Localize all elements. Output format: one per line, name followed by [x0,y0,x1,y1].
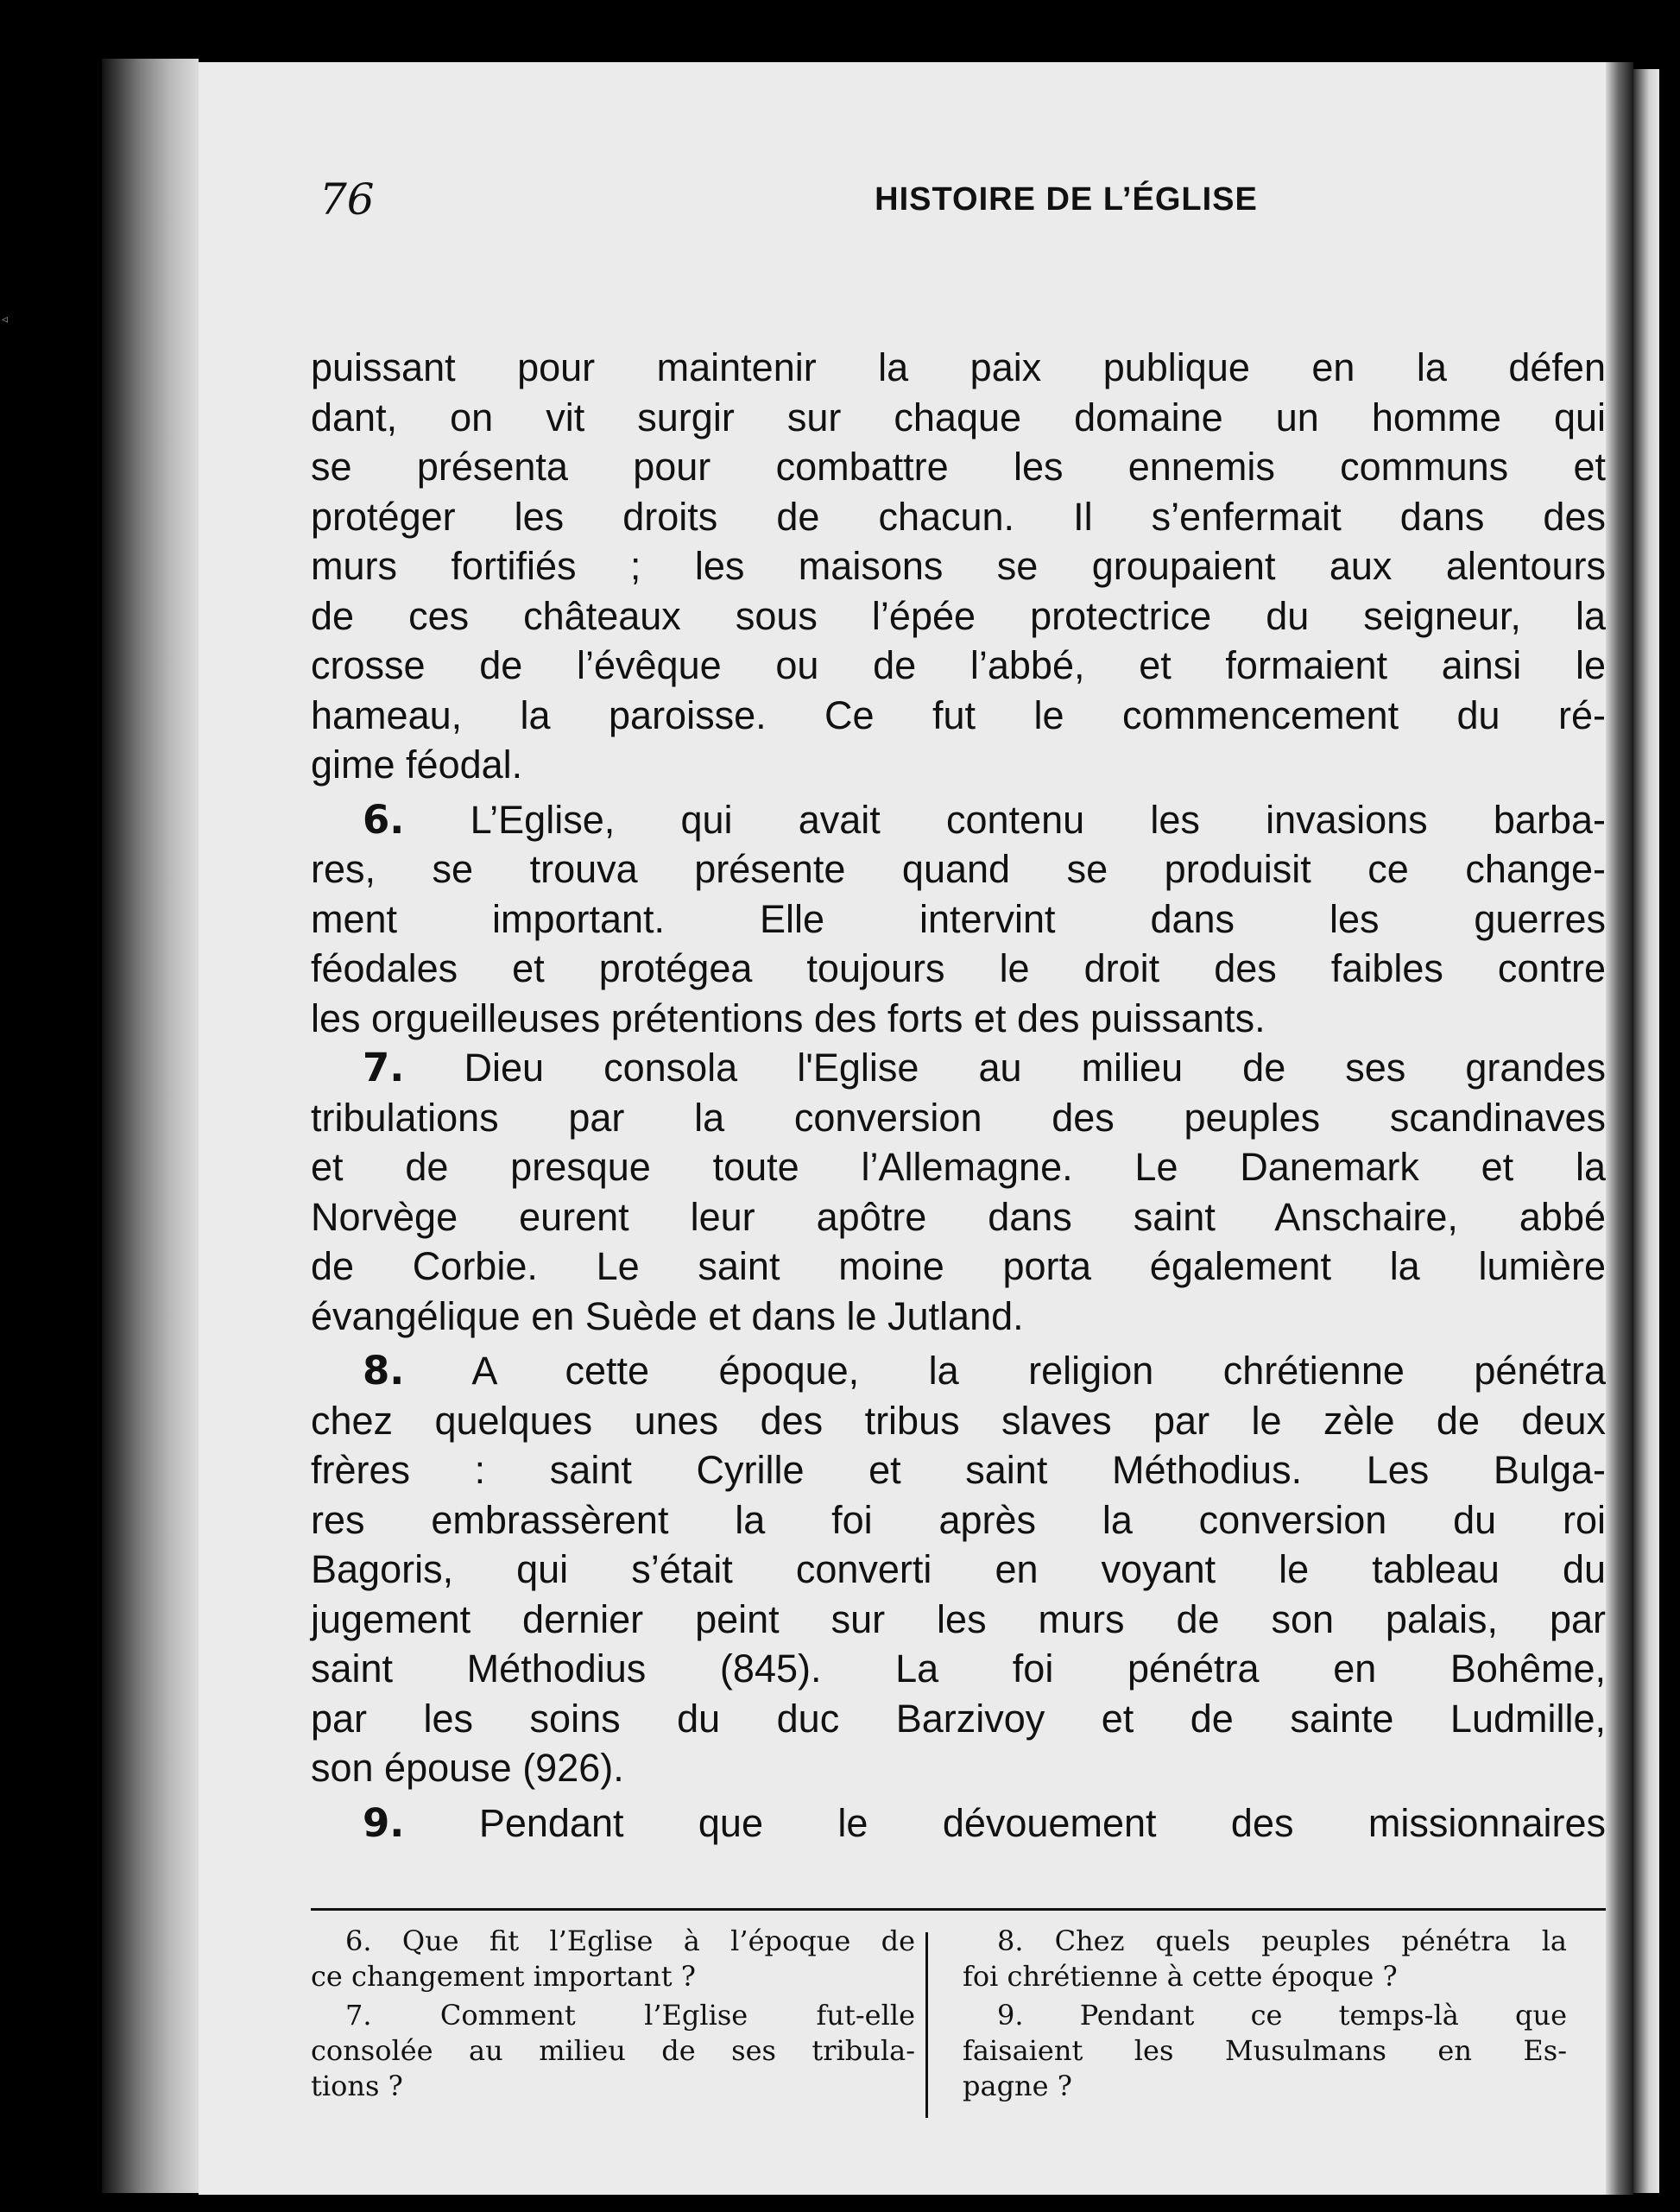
text-line: res, se trouva présente quand se produisit ce change- [311,847,1606,891]
paragraph-8 [311,1346,1606,1793]
text-line: dant, on vit surgir sur chaque domaine un homme qui [311,395,1606,439]
footnotes [311,1924,1606,2122]
text-line: évangélique en Suède et dans le Jutland. [311,1293,1024,1338]
paragraph-9 [311,1798,1606,1849]
text-line: Bagoris, qui s’était converti en voyant le tableau du [311,1547,1606,1591]
footnote-line: 9. Pendant ce temps-là que [997,1999,1567,2032]
footnote-line: 8. Chez quels peuples pénétra la [997,1924,1567,1957]
paragraph-6 [311,795,1606,1044]
paragraph-number: 6. [363,796,405,843]
footnote-line: tions ? [311,2070,403,2102]
running-title: HISTOIRE DE L’ÉGLISE [875,181,1258,218]
footnote-line: 7. Comment l’Eglise fut-elle [345,1999,915,2032]
text-line: 7. Dieu consola l'Eglise au milieu de ses grandes [363,1045,1606,1090]
text-line: les orgueilleuses prétentions des forts et des puissants. [311,995,1266,1040]
book-page [199,62,1606,2195]
footnote-line: ce changement important ? [311,1960,696,1993]
scan-speck: ◃ [2,313,9,326]
paragraph-number: 9. [363,1799,405,1846]
facing-page-edge [1633,69,1659,2193]
text-line: féodales et protégea toujours le droit des faibles contre [311,946,1606,990]
text-line: crosse de l’évêque ou de l’abbé, et formaient ainsi le [311,643,1606,687]
footnote-line: pagne ? [963,2070,1072,2102]
text-line: hameau, la paroisse. Ce fut le commencement du ré- [311,692,1606,737]
page-header [319,174,1606,243]
footnote-divider [925,1932,928,2118]
text-line: tribulations par la conversion des peuples scandinaves [311,1095,1606,1140]
text-line: murs fortifiés ; les maisons se groupaient aux alentours [311,544,1606,588]
text-line: 6. L’Eglise, qui avait contenu les invasions barba- [363,796,1606,843]
text-line: saint Méthodius (845). La foi pénétra en Bohême, [311,1646,1606,1691]
text-line: jugement dernier peint sur les murs de son palais, par [311,1596,1606,1641]
text-line: gime féodal. [311,743,523,787]
text-line: 8. A cette époque, la religion chrétienne pénétra [363,1348,1606,1394]
text-line: puissant pour maintenir la paix publique en la défen [311,345,1606,389]
text-line: frères : saint Cyrille et saint Méthodius. Les Bulga- [311,1448,1606,1492]
page-number: 76 [319,174,375,224]
text-line: et de presque toute l’Allemagne. Le Danemark et la [311,1145,1606,1189]
text-line: son épouse (926). [311,1746,624,1790]
page-edge-shadow [1606,62,1633,2195]
text-line: se présenta pour combattre les ennemis communs et [311,445,1606,489]
footnote-line: foi chrétienne à cette époque ? [963,1960,1398,1993]
text-line: par les soins du duc Barzivoy et de sainte Ludmille, [311,1696,1606,1741]
footnote-line: 6. Que fit l’Eglise à l’époque de [345,1924,915,1957]
footnote-column-right [963,1924,1567,2104]
text-line: de ces châteaux sous l’épée protectrice du seigneur, la [311,593,1606,638]
paragraph-7 [311,1043,1606,1341]
text-line: chez quelques unes des tribus slaves par le zèle de deux [311,1398,1606,1443]
text-line: Norvège eurent leur apôtre dans saint Anschaire, abbé [311,1194,1606,1239]
paragraph-number: 8. [363,1348,405,1394]
text-line: 9. Pendant que le dévouement des missionnaires [363,1799,1606,1846]
footnote-rule [311,1908,1606,1911]
main-text [311,343,1606,1848]
text-line: res embrassèrent la foi après la conversion du roi [311,1497,1606,1542]
book-binding-shadow [102,59,199,2193]
text-line: de Corbie. Le saint moine porta également la lumière [311,1244,1606,1288]
footnote-line: consolée au milieu de ses tribula- [311,2034,915,2067]
paragraph-number: 7. [363,1045,405,1090]
footnote-line: faisaient les Musulmans en Es- [963,2034,1567,2067]
footnote-column-left [311,1924,915,2104]
text-line: protéger les droits de chacun. Il s’enfermait dans des [311,494,1606,539]
text-line: ment important. Elle intervint dans les guerres [311,896,1606,941]
